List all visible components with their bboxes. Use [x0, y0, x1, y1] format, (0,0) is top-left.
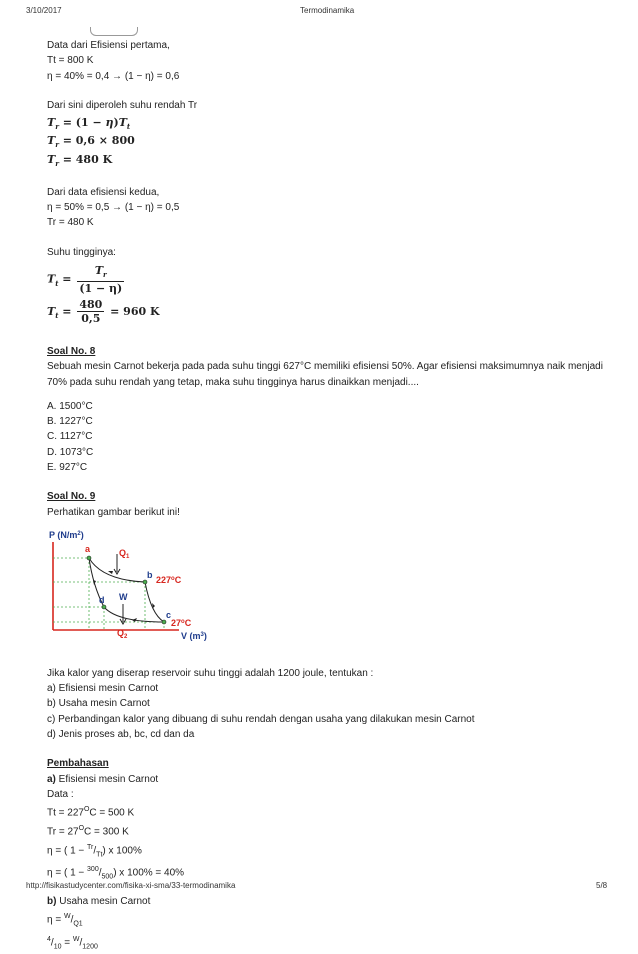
footer-url[interactable]: http://fisikastudycenter.com/fisika-xi-sma/33-termodinamika [26, 881, 236, 890]
text-line: Dari data efisiensi kedua, [47, 186, 160, 198]
soal-8-text: Sebuah mesin Carnot bekerja pada pada suhu tinggi 627°C memiliki efisiensi 50%. Agar efisiensi maksimumnya naik menjadi 70% pada suhu rendah yang tetap, maka suhu tingginya harus dinaikkan menjadi.... [47, 361, 603, 388]
label-q1: $Q_1$ [119, 547, 130, 560]
label-t-low: 27$^o$C [171, 617, 192, 628]
page-content [47, 38, 607, 954]
pembahasan-b-heading: b) Usaha mesin Carnot [47, 895, 151, 907]
option-c: C. 1127°C [47, 431, 93, 443]
equation-tt: $T_t$ = $\frac{T_r}{(1 - \eta)}$ $T_t$ = $\frac{480}{0,5}$ = 960 K [47, 263, 160, 326]
label-b: b [147, 569, 153, 580]
q-arrows [114, 554, 126, 624]
pembahasan-a-heading: a) Efisiensi mesin Carnot [47, 773, 159, 785]
option-b: B. 1227°C [47, 416, 93, 428]
soal-9-question-b: b) Usaha mesin Carnot [47, 698, 150, 710]
label-c: c [166, 609, 172, 620]
soal-9-question-d: d) Jenis proses ab, bc, cd dan da [47, 729, 195, 741]
pembahasan-eta-result: η = ( $1 - ^{300}/_{500}$) x 100% = 40% [47, 866, 185, 881]
label-q2: $Q_2$ [117, 627, 128, 640]
pembahasan-data: Data : [47, 788, 74, 800]
text-line: Tr = 480 K [47, 217, 94, 229]
pembahasan-tt: $Tt = 227^OC = 500$ K [47, 806, 135, 819]
pembahasan-eta-formula: η = ( $1 - ^{Tr}/_{Tt}$) x 100% [47, 843, 142, 858]
page-top-tab [90, 27, 138, 36]
soal-9-intro: Perhatikan gambar berikut ini! [47, 506, 180, 518]
soal-9-title: Soal No. 9 [47, 491, 96, 503]
text-line: η = 40% = 0,4 → (1 − η) = 0,6 [47, 70, 180, 82]
soal-9-question-a: a) Efisiensi mesin Carnot [47, 683, 159, 695]
soal-9-question-c: c) Perbandingan kalor yang dibuang di suhu rendah dengan usaha yang dilakukan mesin Carnot [47, 713, 475, 725]
process-bc [145, 582, 164, 622]
pembahasan-title: Pembahasan [47, 758, 109, 770]
point-c [162, 620, 166, 624]
label-d: d [99, 594, 105, 605]
text-line: η = 50% = 0,5 → (1 − η) = 0,5 [47, 202, 180, 214]
text-line: Tt = 800 K [47, 55, 94, 67]
text-line: Suhu tingginya: [47, 246, 116, 258]
soal-8-title: Soal No. 8 [47, 345, 96, 357]
pembahasan-w-substitution: $^4/_{10} = ^W/_{1200}$ [47, 935, 98, 950]
carnot-pv-diagram [47, 526, 227, 646]
soal-9-question-intro: Jika kalor yang diserap reservoir suhu tinggi adalah 1200 joule, tentukan : [47, 667, 374, 679]
label-t-high: 227$^o$C [156, 574, 182, 585]
pembahasan-tr: $Tr = 27^OC = 300$ K [47, 824, 129, 838]
label-w: W [119, 591, 128, 602]
label-a: a [85, 543, 91, 554]
equation-tr: $T_r = (1 - \eta)T_t$ $T_r = 0,6 \times 800$ $T_r = 480$ K [47, 116, 135, 168]
text-line: Data dari Efisiensi pertama, [47, 40, 170, 51]
point-d [102, 605, 106, 609]
text-line: Dari sini diperoleh suhu rendah Tr [47, 99, 198, 111]
header-date: 3/10/2017 [26, 6, 62, 15]
footer-page-number: 5/8 [596, 881, 608, 890]
option-d: D. 1073°C [47, 446, 94, 458]
state-points [87, 556, 166, 624]
option-e: E. 927°C [47, 461, 88, 473]
point-a [87, 556, 91, 560]
header-title: Termodinamika [300, 6, 355, 15]
point-b [143, 580, 147, 584]
option-a: A. 1500°C [47, 400, 93, 412]
pembahasan-w-formula: $\eta = ^W/_{Q1}$ [47, 913, 83, 928]
y-axis-label: P $(N/m^2)$ [49, 529, 84, 540]
x-axis-label: V $(m^3)$ [181, 630, 207, 641]
